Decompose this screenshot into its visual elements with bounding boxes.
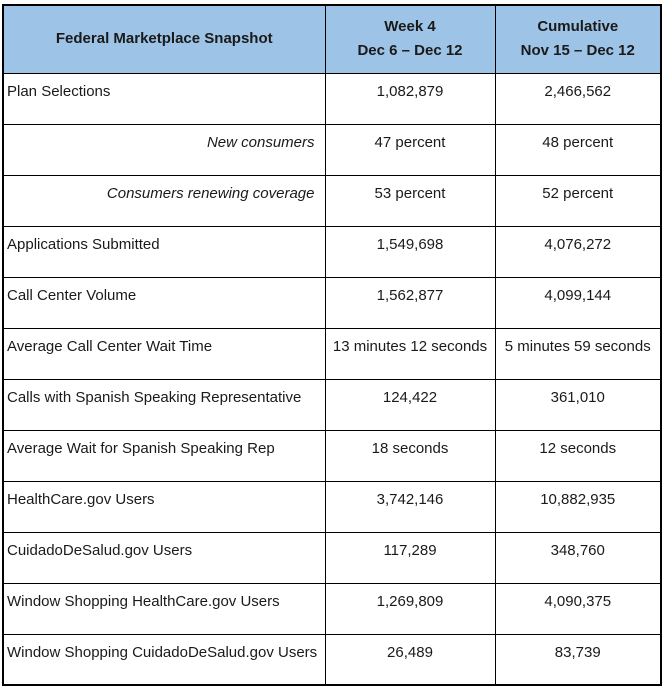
table-row (3, 277, 661, 328)
cumulative-value-cell: 52 percent (495, 175, 661, 226)
week4-value-cell: 47 percent (325, 124, 495, 175)
table-row (3, 328, 661, 379)
table-row (3, 430, 661, 481)
table-body (3, 73, 661, 685)
cumulative-value-cell: 48 percent (495, 124, 661, 175)
week4-value-cell: 1,562,877 (325, 277, 495, 328)
row-label-cell: Plan Selections (3, 73, 325, 124)
column-header-week4 (325, 5, 495, 73)
row-label-cell: Call Center Volume (3, 277, 325, 328)
column-header-week4-line2: Dec 6 – Dec 12 (357, 42, 463, 60)
week4-value-cell: 1,269,809 (325, 583, 495, 634)
row-label-cell: Applications Submitted (3, 226, 325, 277)
row-label-cell: Consumers renewing coverage (3, 175, 325, 226)
marketplace-snapshot-table (2, 4, 662, 686)
week4-value-cell: 1,549,698 (325, 226, 495, 277)
week4-value-cell: 18 seconds (325, 430, 495, 481)
column-header-cumulative-line2: Nov 15 – Dec 12 (520, 42, 635, 60)
row-label-cell: Average Call Center Wait Time (3, 328, 325, 379)
column-header-cumulative-line1: Cumulative (537, 18, 619, 36)
table-row (3, 175, 661, 226)
table-row (3, 226, 661, 277)
table-row (3, 73, 661, 124)
row-label-cell: HealthCare.gov Users (3, 481, 325, 532)
header-row (3, 5, 661, 73)
column-header-week4-line1: Week 4 (384, 18, 436, 36)
week4-value-cell: 53 percent (325, 175, 495, 226)
cumulative-value-cell: 348,760 (495, 532, 661, 583)
row-label-cell: Window Shopping HealthCare.gov Users (3, 583, 325, 634)
table-row (3, 532, 661, 583)
table-row (3, 634, 661, 685)
row-label-cell: Average Wait for Spanish Speaking Rep (3, 430, 325, 481)
week4-value-cell: 26,489 (325, 634, 495, 685)
row-label-cell: Calls with Spanish Speaking Representative (3, 379, 325, 430)
cumulative-value-cell: 83,739 (495, 634, 661, 685)
cumulative-value-cell: 4,076,272 (495, 226, 661, 277)
table-row (3, 481, 661, 532)
row-label-cell: CuidadoDeSalud.gov Users (3, 532, 325, 583)
cumulative-value-cell: 10,882,935 (495, 481, 661, 532)
cumulative-value-cell: 361,010 (495, 379, 661, 430)
week4-value-cell: 117,289 (325, 532, 495, 583)
table-row (3, 124, 661, 175)
table-row (3, 379, 661, 430)
table-row (3, 583, 661, 634)
column-header-cumulative (495, 5, 661, 73)
row-label-cell: Window Shopping CuidadoDeSalud.gov Users (3, 634, 325, 685)
cumulative-value-cell: 5 minutes 59 seconds (495, 328, 661, 379)
cumulative-value-cell: 12 seconds (495, 430, 661, 481)
cumulative-value-cell: 4,099,144 (495, 277, 661, 328)
week4-value-cell: 1,082,879 (325, 73, 495, 124)
cumulative-value-cell: 4,090,375 (495, 583, 661, 634)
cumulative-value-cell: 2,466,562 (495, 73, 661, 124)
table-title: Federal Marketplace Snapshot (3, 5, 325, 73)
week4-value-cell: 13 minutes 12 seconds (325, 328, 495, 379)
week4-value-cell: 124,422 (325, 379, 495, 430)
row-label-cell: New consumers (3, 124, 325, 175)
week4-value-cell: 3,742,146 (325, 481, 495, 532)
